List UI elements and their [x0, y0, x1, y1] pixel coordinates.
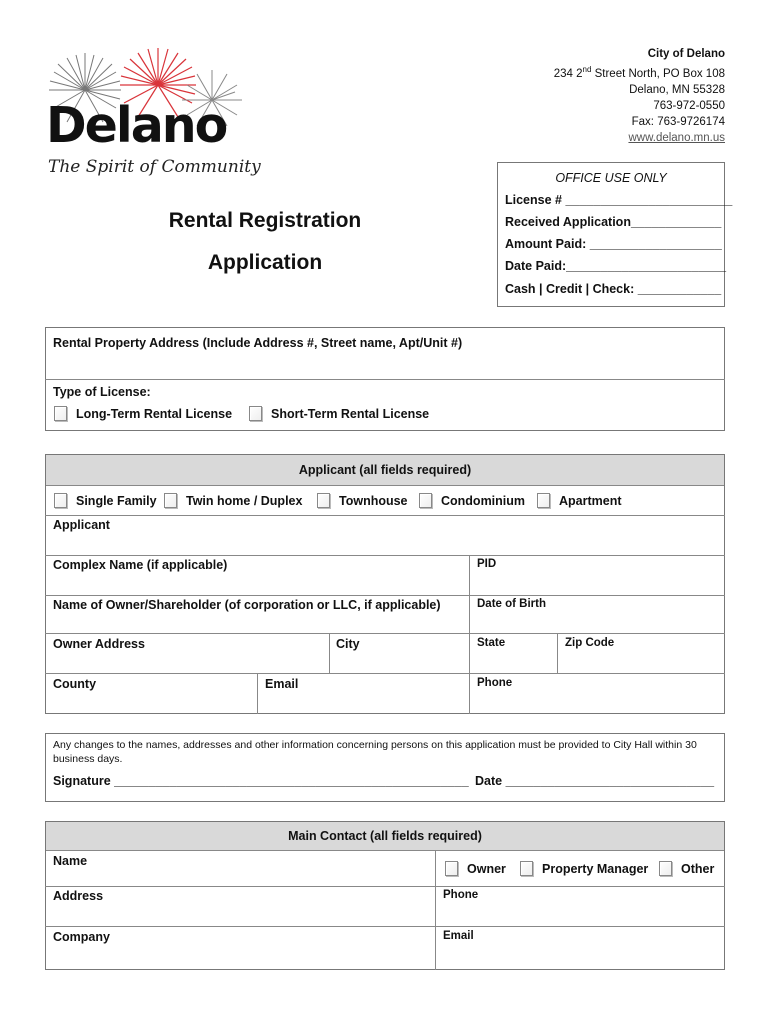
divider — [257, 673, 258, 714]
divider — [45, 379, 725, 380]
type-twin-home[interactable]: Twin home / Duplex — [164, 493, 302, 508]
divider — [45, 555, 725, 556]
checkbox[interactable] — [659, 861, 672, 876]
checkbox[interactable] — [419, 493, 432, 508]
form-title-line1: Rental Registration — [168, 209, 362, 232]
owner-address-field[interactable]: Owner Address — [53, 637, 145, 651]
divider — [45, 595, 725, 596]
office-use-heading: OFFICE USE ONLY — [555, 171, 667, 185]
type-townhouse[interactable]: Townhouse — [317, 493, 408, 508]
type-single-family[interactable]: Single Family — [54, 493, 157, 508]
state-field[interactable]: State — [477, 637, 506, 649]
applicant-label[interactable]: Applicant — [53, 518, 110, 532]
complex-name-field[interactable]: Complex Name (if applicable) — [53, 558, 228, 572]
zip-code-field[interactable]: Zip Code — [565, 637, 615, 649]
checkbox[interactable] — [317, 493, 330, 508]
contact-company-field[interactable]: Company — [53, 930, 110, 944]
office-payment-field[interactable]: Cash | Credit | Check: ____________ — [505, 282, 722, 296]
form-title-line2: Application — [207, 251, 323, 274]
divider — [45, 673, 725, 674]
divider — [45, 926, 725, 927]
contact-name-field[interactable]: Name — [53, 854, 88, 868]
divider — [45, 886, 725, 887]
logo-tagline: The Spirit of Community — [48, 157, 261, 177]
contact-phone-field[interactable]: Phone — [443, 889, 479, 901]
city-phone: 763-972-0550 — [653, 99, 725, 112]
contact-type-other[interactable]: Other — [659, 861, 714, 876]
city-name: City of Delano — [647, 48, 725, 60]
applicant-heading: Applicant (all fields required) — [46, 455, 724, 486]
checkbox[interactable] — [164, 493, 177, 508]
phone-field[interactable]: Phone — [477, 677, 513, 689]
city-website-link[interactable]: www.delano.mn.us — [628, 131, 725, 144]
county-field[interactable]: County — [53, 677, 97, 691]
divider — [329, 633, 330, 673]
office-received-field[interactable]: Received Application_____________ — [505, 215, 722, 229]
owner-name-field[interactable]: Name of Owner/Shareholder (of corporation or LLC, if applicable) — [53, 598, 441, 612]
city-contact-block — [465, 46, 725, 146]
checkbox[interactable] — [520, 861, 533, 876]
city-logo — [40, 45, 261, 190]
contact-email-field[interactable]: Email — [443, 930, 474, 942]
office-date-paid-field[interactable]: Date Paid:_______________________ — [505, 259, 727, 273]
checkbox[interactable] — [445, 861, 458, 876]
license-type-label: Type of License: — [53, 385, 151, 399]
long-term-option[interactable]: Long-Term Rental License — [54, 406, 232, 421]
main-contact-heading: Main Contact (all fields required) — [46, 822, 724, 851]
notice-text: Any changes to the names, addresses and other information concerning persons on this application must be provided to City Hall within 30 business days. — [53, 739, 697, 765]
pid-field[interactable]: PID — [477, 558, 497, 570]
checkbox[interactable] — [54, 493, 67, 508]
divider — [435, 851, 436, 970]
city-field[interactable]: City — [336, 637, 360, 651]
signature-date-field[interactable]: Date ______________________________ — [475, 774, 715, 788]
office-amount-field[interactable]: Amount Paid: ___________________ — [505, 237, 722, 251]
date-of-birth-field[interactable]: Date of Birth — [477, 598, 546, 610]
checkbox[interactable] — [249, 406, 262, 421]
contact-type-property-manager[interactable]: Property Manager — [520, 861, 648, 876]
contact-type-owner[interactable]: Owner — [445, 861, 506, 876]
divider — [557, 633, 558, 673]
office-license-field[interactable]: License # ________________________ — [505, 193, 733, 207]
checkbox[interactable] — [537, 493, 550, 508]
checkbox[interactable] — [54, 406, 67, 421]
signature-field[interactable]: Signature ___________________________________________________ — [53, 774, 469, 788]
email-field[interactable]: Email — [265, 677, 299, 691]
city-citystate: Delano, MN 55328 — [629, 83, 725, 96]
city-street: 234 2nd Street North, PO Box 108 — [553, 65, 725, 80]
type-condominium[interactable]: Condominium — [419, 493, 525, 508]
divider — [469, 555, 470, 714]
divider — [45, 515, 725, 516]
property-address-label: Rental Property Address (Include Address #, Street name, Apt/Unit #) — [53, 336, 463, 350]
contact-address-field[interactable]: Address — [53, 889, 104, 903]
short-term-option[interactable]: Short-Term Rental License — [249, 406, 429, 421]
logo-wordmark: Delano — [46, 97, 227, 154]
type-apartment[interactable]: Apartment — [537, 493, 622, 508]
divider — [45, 633, 725, 634]
city-fax: Fax: 763-9726174 — [631, 115, 725, 128]
